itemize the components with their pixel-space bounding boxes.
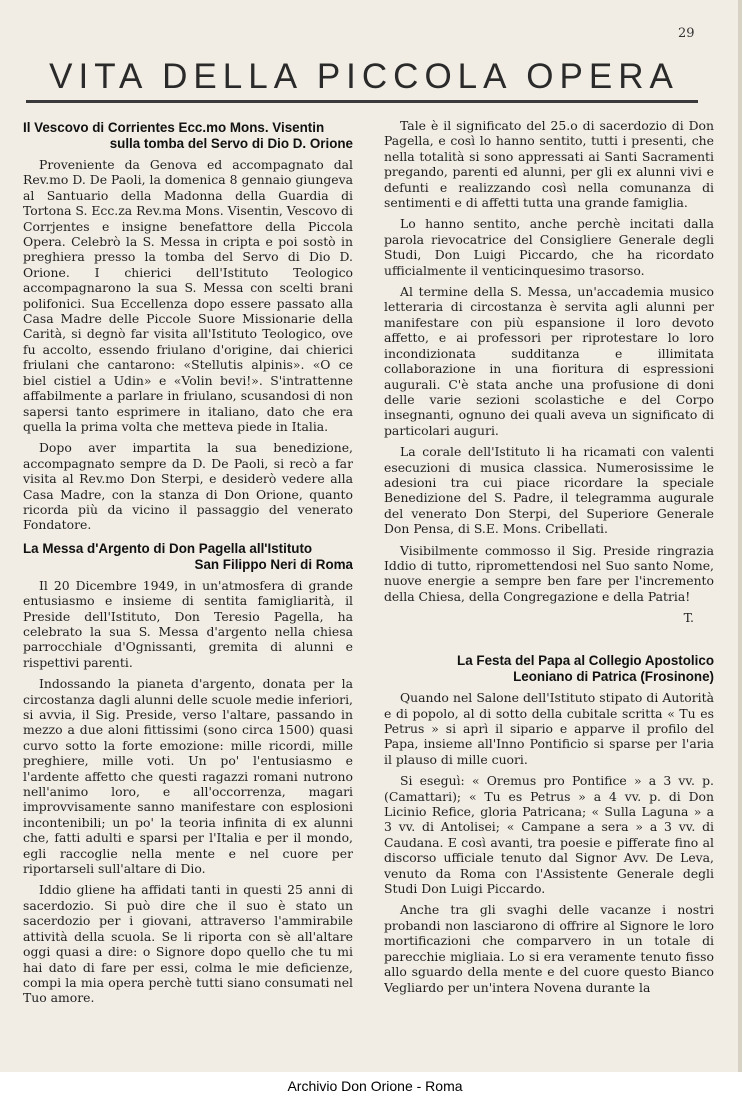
- article-title-line: La Festa del Papa al Collegio Apostolico: [457, 653, 714, 669]
- article-paragraph: Visibilmente commosso il Sig. Preside ringrazia Iddio di tutto, ripromettendosi nel Suo santo Nome, nuove energie a sempre ben fare per l'incremento della Chiesa, della Congregazione e della Patria!: [384, 542, 714, 604]
- article-title-line: San Filippo Neri di Roma: [194, 556, 353, 572]
- article-paragraph: Al termine della S. Messa, un'accademia musico letteraria di circostanza è servita agli alunni per manifestare con più espansione il loro devoto affetto, e ai professori per riprotestare lo loro incondizionata sudditanza e illimitata collaborazione in una fioritura di espressioni augurali. C'è stata anche una profusione di doni delle varie sezioni scolastiche e del Corpo insegnanti, ognuno dei quali aveva un significato di particolari auguri.: [384, 284, 714, 438]
- article-paragraph: Dopo aver impartita la sua benedizione, accompagnato sempre da D. De Paoli, si recò a far visita al Rev.mo Don Sterpi, e desiderò vedere alla Casa Madre, con la stanza di Don Orione, quanto ricorda più da vicino il passaggio del venerato Fondatore.: [23, 440, 353, 533]
- left-column: [23, 118, 353, 1038]
- article-signature: T.: [683, 610, 694, 626]
- article-title-line: sulla tomba del Servo di Dio D. Orione: [109, 136, 353, 151]
- article-paragraph: Proveniente da Genova ed accompagnato dal Rev.mo D. De Paoli, la domenica 8 gennaio giungeva al Santuario della Madonna della Guardia di Tortona S. Ecc.za Rev.ma Mons. Visentin, Vescovo di Corrjentes e insigne benefattore della Piccola Opera. Celebrò la S. Messa in cripta e poi sostò in preghiera presso la tomba del Servo di Dio D. Orione. I chierici dell'Istituto Teologico accompagnarono la sua S. Messa con scelti brani polifonici. Sua Eccellenza dopo essere passato alla Casa Madre delle Piccole Suore Missionarie della Carità, si degnò far visita all'Istituto Teologico, ove fu accolto, essendo friulano d'origine, dai chierici friulani che cantarono: «Stellutis alpinis». «O ce biel cistiel a Udin» e «Volin bevi!». S'intrattenne affabilmente a parlare in friulano, scusandosi di non sapersi tanto esprimere in italiano, dato che era quella la prima volta che metteva piede in Italia.: [23, 157, 353, 434]
- right-column: [384, 118, 714, 1038]
- title-rule: [26, 100, 698, 103]
- article-title: [23, 541, 353, 573]
- article-title: [23, 120, 353, 152]
- article-paragraph: Lo hanno sentito, anche perchè incitati dalla parola rievocatrice del Consigliere Generale degli Studi, Don Luigi Piccardo, che ha ricordato ufficialmente il venticinquesimo trasorso.: [384, 216, 714, 278]
- page-number: 29: [678, 26, 695, 41]
- article-paragraph: Tale è il significato del 25.o di sacerdozio di Don Pagella, e così lo hanno sentito, tutti i presenti, che nella totalità si sono appressati ai Santi Sacramenti pregando, parenti ed alunni, per gli ex alunni vivi e defunti e realizzando così nella comunanza di sentimenti e di affetti tutta una grande famiglia.: [384, 118, 714, 211]
- article-paragraph: Indossando la pianeta d'argento, donata per la circostanza dagli alunni delle scuole medie inferiori, si avvia, il Sig. Preside, verso l'altare, passando in mezzo a due aloni fittissimi (sono circa 1500) quasi curvo sotto la forte emozione: mille ricordi, mille preghiere, mille voti. Un po' l'entusiasmo e l'ardente affetto che questi ragazzi romani nutrono nell'animo loro, e all'occorrenza, magari improvvisamente sanno manifestare con esplosioni incontenibili; un po' la teoria infinita di ex alunni che, fatti adulti e sparsi per l'Italia e per il mondo, egli raccoglie nella mente e nel cuore per riportarseli sull'altare di Dio.: [23, 676, 353, 877]
- article-paragraph: Anche tra gli svaghi delle vacanze i nostri probandi non lasciarono di offrire al Signore le loro mortificazioni che comparvero in un totale di parecchie migliaia. Lo si era veramente tenuto fisso allo sguardo della mente e del cuore questo Bianco Vegliardo per un'intera Novena durante la: [384, 902, 714, 995]
- article-paragraph: Quando nel Salone dell'Istituto stipato di Autorità e di popolo, al di sotto della cubitale scritta « Tu es Petrus » si aprì il sipario e apparve il profilo del Papa, insieme all'Inno Pontificio si sparse per l'aria il plauso di mille cuori.: [384, 690, 714, 767]
- article-title: [384, 653, 714, 685]
- article-paragraph: La corale dell'Istituto li ha ricamati con valenti esecuzioni di musica classica. Numerosissime le adesioni tra cui piace ricordare la speciale Benedizione del S. Padre, il telegramma augurale del venerato Don Sterpi, del Superiore Generale Don Pensa, di S.E. Mons. Cribellati.: [384, 444, 714, 537]
- archive-footer: Archivio Don Orione - Roma: [287, 1078, 463, 1094]
- section-title: VITA DELLA PICCOLA OPERA: [49, 57, 679, 96]
- article-title-line: Il Vescovo di Corrientes Ecc.mo Mons. Visentin: [23, 120, 325, 135]
- article-paragraph: Iddio gliene ha affidati tanti in questi 25 anni di sacerdozio. Si può dire che il suo è stato un sacerdozio per i giovani, attraverso l'ammirabile attività della scuola. Se li riporta con sè all'altare oggi quasi a dire: o Signore dopo quello che tu mi hai dato di fare per essi, colma le mie deficienze, compi la mia opera perchè tutti siano consumati nel Tuo amore.: [23, 882, 353, 1006]
- article-paragraph: Si eseguì: « Oremus pro Pontifice » a 3 vv. p. (Camattari); « Tu es Petrus » a 4 vv. p. di Don Licinio Refice, gloria Patricana; « Sulla Laguna » a 3 vv. di Antolisei; « Campane a sera » a 3 vv. di Caudana. E così avanti, tra poesie e pifferate fino al discorso ufficiale tenuto dal Signor Avv. De Leva, venuto da Roma con l'Assistente Generale degli Studi Don Luigi Piccardo.: [384, 773, 714, 897]
- article-title-line: La Messa d'Argento di Don Pagella all'Istituto: [23, 540, 313, 556]
- article-paragraph: Il 20 Dicembre 1949, in un'atmosfera di grande entusiasmo e insieme di sentita famigliarità, il Preside dell'Istituto, Don Teresio Pagella, ha celebrato la sua S. Messa d'argento nella chiesa parrocchiale d'Ognissanti, gremita di alunni e rispettivi parenti.: [23, 577, 353, 670]
- article-title-line: Leoniano di Patrica (Frosinone): [513, 669, 714, 685]
